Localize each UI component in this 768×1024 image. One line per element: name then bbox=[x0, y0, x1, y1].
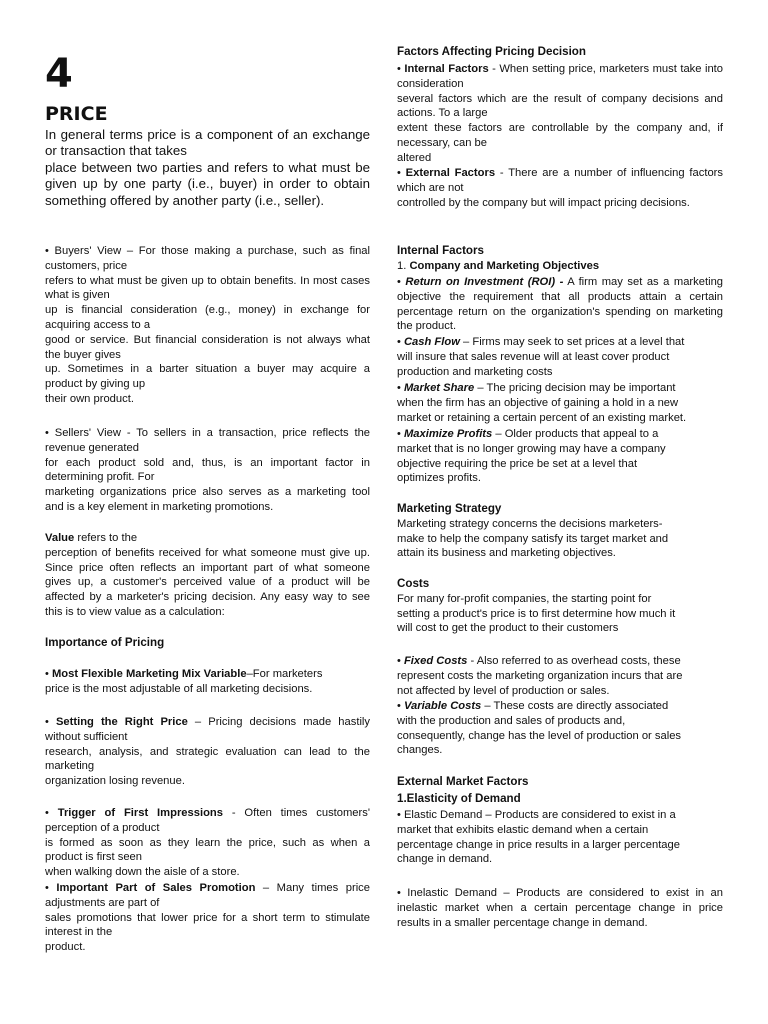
paragraph-line: Value refers to the bbox=[45, 532, 138, 544]
costs-section: Costs For many for-profit companies, the starting point for setting a product's price is to first determine how much it will cost to get the product to their customers bbox=[397, 577, 723, 636]
bullet-icon: • bbox=[397, 809, 401, 821]
marketing-strategy-section: Marketing Strategy Marketing strategy concerns the decisions marketers- make to help the company satisfy its target market and attain its business and marketing objectives. bbox=[397, 502, 723, 561]
item-term: Market Share bbox=[403, 382, 475, 394]
bullet-icon: • bbox=[397, 655, 401, 667]
internal-heading: Internal Factors bbox=[397, 244, 484, 257]
paragraph-line: • Buyers' View – For those making a purchase, such as final customers, price bbox=[45, 245, 370, 272]
bullet-icon: • bbox=[397, 700, 401, 712]
paragraph-line: refers to what must be given up to obtain benefits. In most cases what is given bbox=[45, 274, 370, 302]
elastic-demand-item: • Elastic Demand – Products are considered to exist in a market that exhibits elastic demand when a certain percentage change in price results in a larger percentage change in demand. bbox=[397, 809, 680, 866]
section-heading: Marketing Strategy bbox=[397, 502, 502, 515]
internal-factors-item: • Internal Factors - When setting price, marketers must take into consideration several factors which are the result of company decisions and actions. To a large extent these factors are controllable by the company and, if necessary, can be altered bbox=[397, 63, 724, 164]
item-term: Trigger of First Impressions bbox=[57, 807, 223, 819]
cost-type-item: • Variable Costs – These costs are directly associated with the production and sales of products and, consequently, change has the level of production or sales changes. bbox=[397, 700, 682, 757]
section-heading: External Market Factors bbox=[397, 775, 529, 788]
bullet-icon: • bbox=[397, 382, 401, 394]
external-factors-item: • External Factors - There are a number of influencing factors which are not controlled by the company but will impact pricing decisions. bbox=[397, 167, 723, 209]
value-term: Value bbox=[45, 532, 75, 544]
bullet-icon: • bbox=[45, 882, 49, 894]
paragraph-line: their own product. bbox=[45, 392, 134, 405]
importance-item: • Most Flexible Marketing Mix Variable–For marketers price is the most adjustable of all marketing decisions. bbox=[45, 668, 323, 695]
bullet-icon: • bbox=[397, 276, 401, 288]
chapter-number: 4 bbox=[45, 51, 73, 97]
item-term: External Factors bbox=[405, 167, 496, 179]
item-term: Maximize Profits bbox=[403, 428, 493, 440]
objective-item: • Return on Investment (ROI) - A firm may set as a marketing objective the requirement that all products attain a certain percentage return on the organization's spending on marketing the product. bbox=[397, 276, 724, 333]
item-term: Variable Costs bbox=[403, 700, 482, 712]
bullet-icon: • bbox=[397, 428, 401, 440]
item-term: Setting the Right Price bbox=[55, 716, 188, 728]
bullet-icon: • bbox=[45, 668, 49, 680]
company-objectives-heading: 1. Company and Marketing Objectives bbox=[397, 260, 600, 272]
item-term: Most Flexible Marketing Mix Variable bbox=[51, 668, 247, 680]
bullet-icon: • bbox=[397, 336, 401, 348]
importance-heading: Importance of Pricing bbox=[45, 636, 165, 649]
intro-line: place between two parties and refers to what must be given up by one party (i.e., buyer) in order to obtain something offered by another party (i.e., seller). bbox=[45, 159, 370, 208]
bullet-icon: • bbox=[397, 167, 401, 179]
item-term: Internal Factors bbox=[404, 63, 489, 75]
importance-item: • Setting the Right Price – Pricing decisions made hastily without sufficient research, analysis, and strategic evaluation can lead to the marketing organization losing revenue. bbox=[45, 716, 371, 788]
paragraph-line: marketing organizations price also serves as a marketing tool and is a key element in marketing promotions. bbox=[45, 486, 370, 513]
buyers-view-paragraph bbox=[45, 244, 370, 407]
objective-item: • Market Share – The pricing decision may be important when the firm has an objective of gaining a hold in a new market or retaining a certain percent of an existing market. bbox=[397, 382, 687, 424]
item-term: Fixed Costs bbox=[403, 655, 468, 667]
value-text: perception of benefits received for what someone must give up. Since price often reflects an important part of what someone gives up, a customer's perceived value of a product will be affected by a marketer's pricing decision. Any easy way to see this is to view value as a calculation: bbox=[45, 546, 370, 618]
objective-item: • Cash Flow – Firms may seek to set prices at a level that will insure that sales revenue will at least cover product production and marketing costs bbox=[397, 336, 685, 378]
bullet-icon: • bbox=[397, 63, 401, 75]
bullet-icon: • bbox=[45, 716, 49, 728]
paragraph-line: up. Sometimes in a barter situation a buyer may acquire a product by giving up bbox=[45, 363, 370, 391]
sellers-view-paragraph bbox=[45, 426, 370, 515]
item-term: Cash Flow bbox=[403, 336, 460, 348]
bullet-icon: • bbox=[45, 807, 49, 819]
paragraph-line: good or service. But financial consideration is not always what the buyer gives bbox=[45, 333, 370, 361]
external-market-section bbox=[397, 775, 723, 807]
objective-item: • Maximize Profits – Older products that appeal to a market that is no longer growing may have a company objective requiring the price be set at a level that optimizes profits. bbox=[397, 428, 666, 485]
bullet-icon: • bbox=[45, 427, 49, 439]
factors-heading: Factors Affecting Pricing Decision bbox=[397, 45, 586, 58]
bullet-icon: • bbox=[397, 887, 401, 899]
item-term: Return on Investment (ROI) - bbox=[405, 276, 564, 288]
chapter-title: PRICE bbox=[45, 103, 108, 125]
paragraph-line: for each product sold and, thus, is an important factor in determining profit. For bbox=[45, 456, 370, 484]
section-subheading: 1.Elasticity of Demand bbox=[397, 791, 521, 805]
item-term: Important Part of Sales Promotion bbox=[56, 882, 256, 894]
importance-item: • Important Part of Sales Promotion – Many times price adjustments are part of sales promotions that lower price for a short term to stimulate interest in the product. bbox=[45, 882, 370, 954]
value-paragraph bbox=[45, 531, 370, 620]
intro-line: In general terms price is a component of an exchange or transaction that takes bbox=[45, 127, 370, 159]
intro-paragraph bbox=[45, 127, 370, 209]
section-heading: Costs bbox=[397, 577, 430, 590]
importance-item: • Trigger of First Impressions - Often times customers' perception of a product is formed as soon as they learn the price, such as when a product is first seen when walking down the aisle of a store. bbox=[45, 807, 370, 879]
inelastic-demand-item: • Inelastic Demand – Products are considered to exist in an inelastic market when a certain percentage change in price results in a smaller percentage change in demand. bbox=[397, 887, 723, 929]
paragraph-line: • Sellers' View - To sellers in a transaction, price reflects the revenue generated bbox=[45, 427, 371, 454]
bullet-icon: • bbox=[45, 245, 49, 257]
paragraph-line: up is financial consideration (e.g., money) in exchange for acquiring access to a bbox=[45, 304, 370, 331]
cost-type-item: • Fixed Costs - Also referred to as overhead costs, these represent costs the marketing organization incurs that are not affected by level of production or sales. bbox=[397, 655, 683, 697]
